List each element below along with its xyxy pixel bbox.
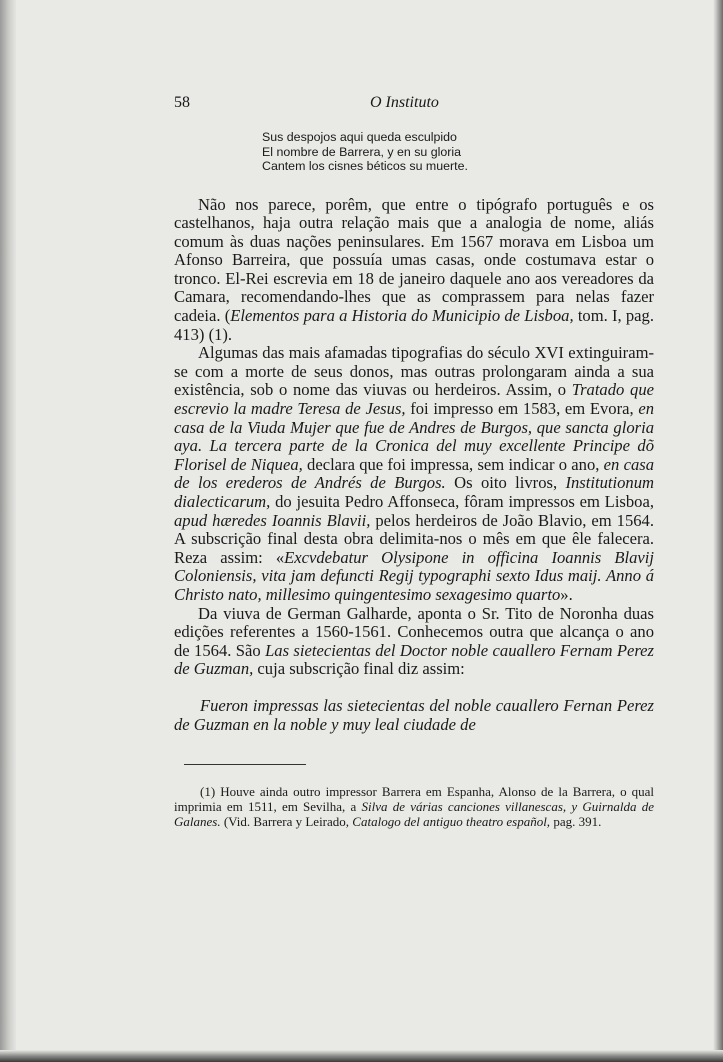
- italic-quote: Excvdebatur Olysipone in officina Ioannis Blavij Coloniensis, vita jam defuncti Regij typographi sexto Idus maij. Anno á Christo nato, millesimo quingentesimo sexagesimo quarto: [174, 547, 654, 604]
- italic-title: Catalogo del antiguo theatro español,: [352, 813, 551, 829]
- block-quote: Fueron impressas las sietecientas del noble cauallero Fernan Perez de Guzman en la noble y muy leal ciudade de: [174, 695, 654, 734]
- paragraph-1: [174, 196, 654, 345]
- text-run: cuja subscrição final diz assim:: [253, 659, 465, 679]
- italic-title: Las sietecientas del Doctor noble cauallero Fernam Perez de Guzman,: [174, 640, 654, 679]
- italic-title: apud hæredes Ioannis Blavii,: [174, 510, 371, 530]
- page-number: 58: [174, 94, 190, 111]
- italic-title: Elementos para a Historia do Municipio de Lisboa,: [230, 306, 574, 326]
- text-run: Os oito livros,: [445, 473, 566, 493]
- text-run: Da viuva de German Galharde, aponta o Sr. Tito de Noronha duas edições referentes a 1560-1561. Conhecemos outra que alcança o ano de 1564. São: [174, 603, 654, 660]
- body-text: [174, 196, 654, 679]
- text-run: (Vid. Barrera y Leirado,: [220, 813, 353, 829]
- footnote-rule: [184, 764, 306, 765]
- text-run: Não nos parece, porêm, que entre o tipógrafo português e os castelhanos, haja outra relação mais que a analogia de nome, aliás comum às duas nações peninsulares. Em 1567 morava em Lisboa um Afonso Barreira, que possuía umas casas, onde costumava estar o tronco. El-Rei escrevia em 18 de janeiro daquele ano aos vereadores da Camara, recomendando-lhes que as comprassem para nelas fazer cadeia. (: [174, 194, 654, 326]
- page-content: [174, 90, 654, 830]
- italic-title: Silva de várias canciones villanescas, y Guirnalda de Galanes.: [174, 798, 654, 829]
- epigraph-line: El nombre de Barrera, y en su gloria: [262, 144, 462, 159]
- text-run: foi impresso em 1583, em Evora,: [405, 399, 639, 419]
- epigraph-line: Sus despojos aqui queda esculpido: [262, 130, 457, 144]
- text-run: pag. 391.: [550, 813, 602, 829]
- running-head: [174, 90, 654, 116]
- paragraph-2: [174, 344, 654, 604]
- page-edge-bottom: [0, 1050, 723, 1062]
- italic-title: Institutionum dialecticarum,: [174, 473, 654, 511]
- epigraph-line: Cantem los cisnes béticos su muerte.: [262, 159, 468, 173]
- running-title: O Instituto: [370, 94, 439, 111]
- page-edge-right: [713, 0, 723, 1062]
- footnote-1: [174, 785, 654, 829]
- text-run: declara que foi impressa, sem indicar o ano,: [302, 454, 604, 474]
- text-run: tom. I, pag. 413) (1).: [174, 306, 654, 344]
- italic-title: Tratado que escrevio la madre Teresa de Jesus,: [174, 380, 654, 419]
- paragraph-3: [174, 605, 654, 679]
- epigraph: [262, 130, 654, 174]
- text-run: Algumas das mais afamadas tipografias do século XVI extinguiram-se com a morte de seus donos, mas outras prolongaram ainda a sua existência, sob o nome das viuvas ou herdeiros. Assim, o: [174, 343, 654, 400]
- text-run: (1) Houve ainda outro impressor Barrera em Espanha, Alonso de la Barrera, o qual imprimia em 1511, em Sevilha, a: [174, 784, 654, 814]
- binding-shadow: [0, 0, 16, 1062]
- text-run: ».: [560, 584, 573, 604]
- text-run: pelos herdeiros de João Blavio, em 1564. A subscrição final desta obra delimita-nos o mês em que êle falecera. Reza assim: «: [174, 510, 655, 567]
- text-run: do jesuita Pedro Affonseca, fôram impressos em Lisboa,: [270, 492, 654, 511]
- italic-title: en casa de los erederos de Andrés de Burgos.: [174, 454, 654, 493]
- italic-title: en casa de la Viuda Mujer que fue de Andres de Burgos, que sancta gloria aya. La tercera parte de la Cronica del muy excellente Principe dõ Florisel de Niquea,: [174, 399, 654, 474]
